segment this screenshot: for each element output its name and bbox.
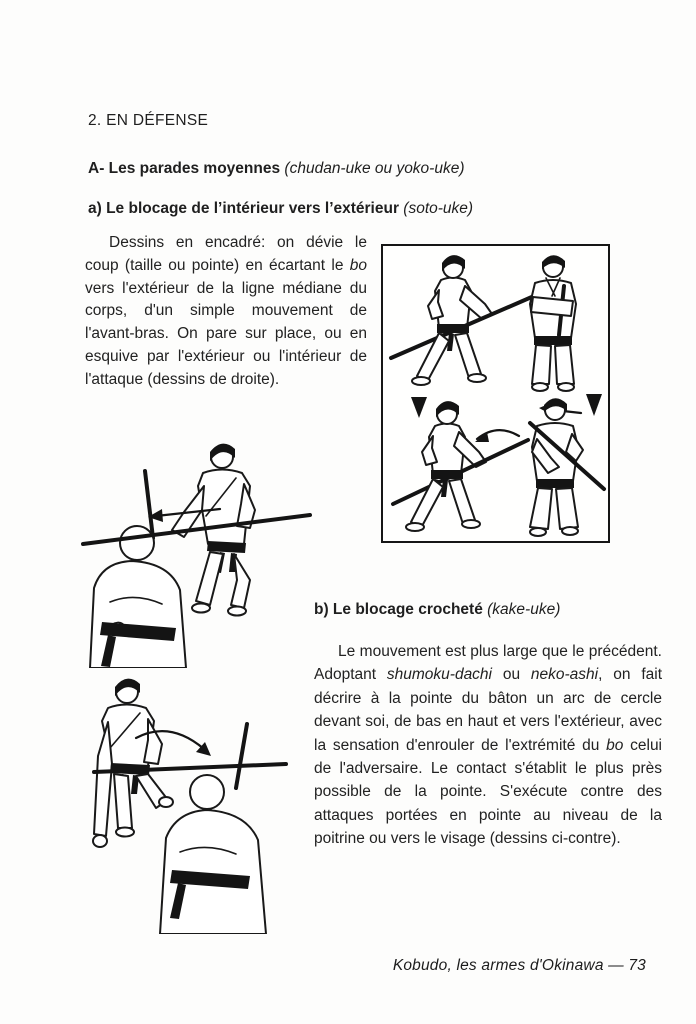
belt [207,541,246,553]
subsection-heading-parades [88,160,465,178]
block-a-note: (soto-uke) [403,200,474,217]
attacker-back-view [160,724,266,934]
paragraph-soto-uke [85,232,367,392]
page-footer: Kobudo, les armes d'Okinawa — 73 [392,957,646,974]
belt [437,324,469,333]
paragraph-kake-uke [314,640,662,851]
belt [536,479,574,488]
block-b-title: b) Le blocage crocheté [314,601,483,618]
subsection-title: A- Les parades moyennes [88,160,281,177]
block-b-note: (kake-uke) [487,601,561,618]
belt [431,470,463,479]
figure-front-hooking [530,398,604,536]
sequence-arrow-icon [586,394,602,416]
term-shumoku-dachi: shumoku-dachi [386,666,492,684]
paragraph-text: , on fait décrire à la pointe du bâton un arc de cercle devant soi, de bas en haut et vers l'extérieur, avec la sensation d'enrouler de l'extrémité du [314,666,663,754]
figure-side-parade [391,255,534,385]
block-a-title: a) Le blocage de l’intérieur vers l’extérieur [88,200,399,217]
term-bo: bo [349,256,367,274]
defender-front-view [93,679,173,847]
sequence-arrow-icon [411,397,427,418]
belt [534,336,572,345]
subsection-note: (chudan-uke ou yoko-uke) [284,160,465,177]
paragraph-text: celui de l'adversaire. Le contact s'établit le plus près possible de la pointe. S'exécute contre des attaques portées en pointe au niveau de la poitrine ou vers le visage (dessins ci-contre). [314,736,663,848]
curve-arrowhead [475,432,489,442]
paragraph-text: ou [492,666,531,684]
illustration-kake-uke-1 [74,416,320,668]
block-b-heading [314,601,560,619]
framed-illustration-soto-uke [381,244,610,543]
term-bo: bo [606,736,624,754]
term-neko-ashi: neko-ashi [530,666,599,684]
scene-drawing [66,668,324,934]
framed-illustration-drawing [383,246,608,541]
paragraph-text: vers l'extérieur de la ligne médiane du corps, d'un simple mouvement de l'avant-bras. On pare sur place, ou en esquive par l'extérieur ou l'intérieur de l'attaque (dessins de droite). [85,279,367,388]
illustration-kake-uke-2 [66,668,324,934]
paragraph-text: Dessins en encadré: on dévie le coup (taille ou pointe) en écartant le [85,234,367,274]
attacker-bo-staff [236,724,247,788]
figure-front-guard [530,255,576,391]
section-heading: 2. EN DÉFENSE [88,112,209,129]
block-a-heading [88,200,473,218]
scene-drawing [74,416,320,668]
paragraph-text: Le mouvement est plus large que le précédent. Adoptant [314,643,662,684]
figure-side-sweep [393,401,528,531]
attacker-back-view [90,471,186,668]
